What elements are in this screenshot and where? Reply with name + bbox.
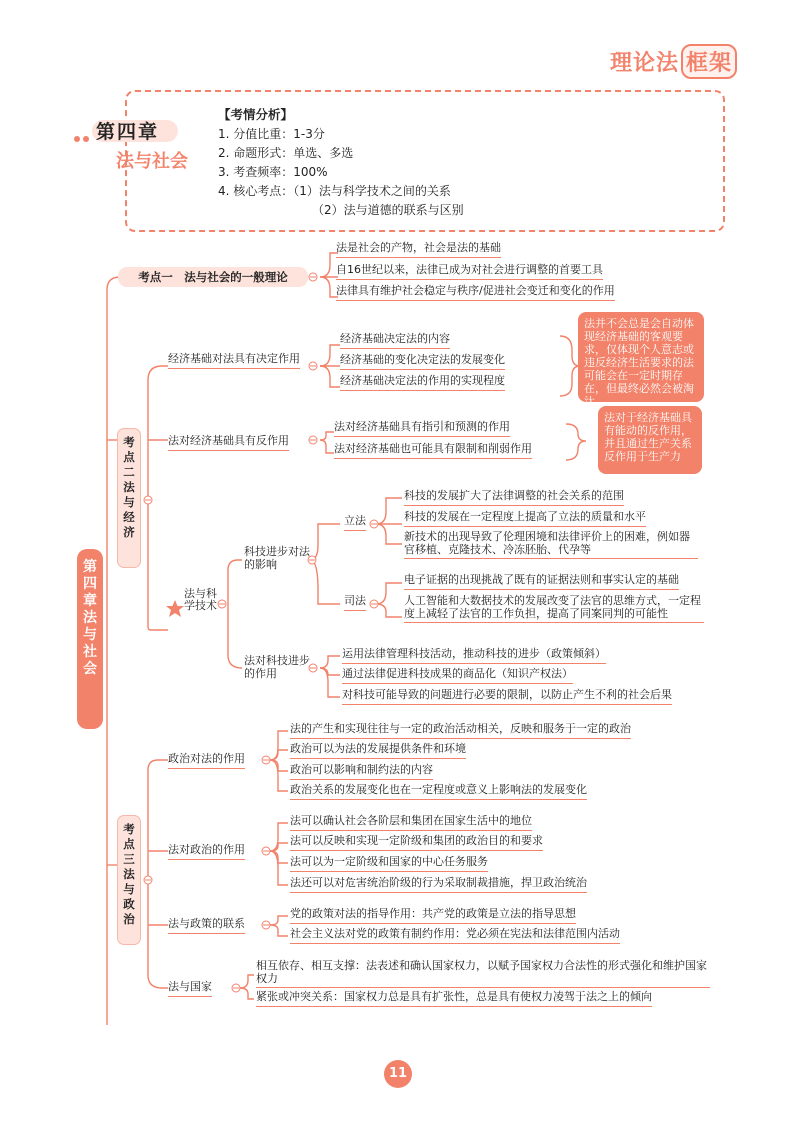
brand-main: 理论法 <box>610 51 680 76</box>
econ-decisive-note: 法并不会总是会自动体现经济基础的客观要求，仅体现个人意志或违反经济生活要求的法可能会在一定时期存在，但最终必然会被淘汰 <box>578 312 704 402</box>
law-on-politics-item: 法可以确认社会各阶层和集团在国家生活中的地位 <box>290 814 532 831</box>
legislation-label: 立法 <box>344 514 366 531</box>
tech-on-law-label: 科技进步对法的影响 <box>244 545 310 571</box>
law-on-tech-label: 法对科技进步的作用 <box>244 654 310 680</box>
point1-item: 法律具有维护社会稳定与秩序/促进社会变迁和变化的作用 <box>336 284 615 301</box>
law-on-tech-item: 通过法律促进科技成果的商品化（知识产权法） <box>342 667 573 684</box>
analysis-line: 1. 分值比重：1-3分 <box>218 127 325 141</box>
point3-title: 考点三 法与政治 <box>117 815 141 945</box>
judiciary-item: 人工智能和大数据技术的发展改变了法官的思维方式，一定程度上减轻了法官的工作负担，提高了同案同判的可能性 <box>404 594 704 623</box>
point2-title: 考点二 法与经济 <box>117 428 141 568</box>
law-state-label: 法与国家 <box>168 980 212 997</box>
law-state-item: 紧张或冲突关系：国家权力总是具有扩张性，总是具有使权力凌驾于法之上的倾向 <box>256 990 652 1007</box>
brand-highlight: 框架 <box>681 44 737 79</box>
econ-decisive-label: 经济基础对法具有决定作用 <box>168 352 300 369</box>
law-reacts-item: 法对经济基础也可能具有限制和削弱作用 <box>334 442 532 459</box>
law-on-politics-label: 法对政治的作用 <box>168 843 245 860</box>
politics-on-law-item: 政治关系的发展变化也在一定程度或意义上影响法的发展变化 <box>290 783 587 800</box>
law-on-politics-item: 法可以反映和实现一定阶级和集团的政治目的和要求 <box>290 834 543 851</box>
law-reacts-label: 法对经济基础具有反作用 <box>168 434 289 451</box>
analysis-line: 2. 命题形式：单选、多选 <box>218 146 354 160</box>
legislation-item: 科技的发展在一定程度上提高了立法的质量和水平 <box>404 510 646 527</box>
chapter-name: 法与社会 <box>116 151 188 172</box>
chapter-number: 第四章 <box>96 121 160 143</box>
point1-title: 考点一 法与社会的一般理论 <box>118 267 308 287</box>
law-policy-label: 法与政策的联系 <box>168 917 245 934</box>
judiciary-item: 电子证据的出现挑战了既有的证据法则和事实认定的基础 <box>404 573 679 590</box>
econ-decisive-item: 经济基础的变化决定法的发展变化 <box>340 353 505 370</box>
point1-item: 自16世纪以来，法律已成为对社会进行调整的首要工具 <box>336 263 603 280</box>
law-reacts-note: 法对于经济基础具有能动的反作用，并且通过生产关系反作用于生产力 <box>598 406 702 474</box>
chapter-sidebar <box>77 549 103 729</box>
politics-on-law-item: 政治可以影响和制约法的内容 <box>290 763 433 780</box>
politics-on-law-item: 政治可以为法的发展提供条件和环境 <box>290 742 466 759</box>
analysis-line: （2）法与道德的联系与区别 <box>312 203 464 217</box>
law-state-item: 相互依存、相互支撑：法表述和确认国家权力，以赋予国家权力合法性的形式强化和维护国家权力 <box>256 959 710 988</box>
law-policy-item: 党的政策对法的指导作用：共产党的政策是立法的指导思想 <box>290 907 576 924</box>
analysis-line: 4. 核心考点：（1）法与科学技术之间的关系 <box>218 184 451 198</box>
politics-on-law-item: 法的产生和实现往往与一定的政治活动相关，反映和服务于一定的政治 <box>290 722 631 739</box>
law-on-tech-item: 对科技可能导致的问题进行必要的限制，以防止产生不利的社会后果 <box>342 688 672 705</box>
law-reacts-item: 法对经济基础具有指引和预测的作用 <box>334 420 510 437</box>
politics-on-law-label: 政治对法的作用 <box>168 752 245 769</box>
econ-decisive-item: 经济基础决定法的作用的实现程度 <box>340 374 505 391</box>
econ-decisive-item: 经济基础决定法的内容 <box>340 332 450 349</box>
law-on-tech-item: 运用法律管理科技活动，推动科技的进步（政策倾斜） <box>342 647 606 664</box>
analysis-heading: 【考情分析】 <box>218 107 294 122</box>
analysis-line: 3. 考查频率：100% <box>218 165 328 179</box>
law-on-politics-item: 法可以为一定阶级和国家的中心任务服务 <box>290 855 488 872</box>
legislation-item: 科技的发展扩大了法律调整的社会关系的范围 <box>404 489 624 506</box>
law-policy-item: 社会主义法对党的政策有制约作用：党必须在宪法和法律范围内活动 <box>290 927 620 944</box>
page-number: 11 <box>384 1060 412 1088</box>
star-icon <box>166 600 184 617</box>
legislation-item: 新技术的出现导致了伦理困境和法律评价上的困难，例如器官移植、克隆技术、冷冻胚胎、代孕等 <box>404 530 698 559</box>
chapter-sidebar-label: 第四章 法与社会 <box>83 559 97 677</box>
point1-item: 法是社会的产物，社会是法的基础 <box>336 241 501 258</box>
judiciary-label: 司法 <box>344 594 366 611</box>
tech-label: 法与科学技术 <box>184 587 217 612</box>
law-on-politics-item: 法还可以对危害统治阶级的行为采取制裁措施，捍卫政治统治 <box>290 876 587 893</box>
